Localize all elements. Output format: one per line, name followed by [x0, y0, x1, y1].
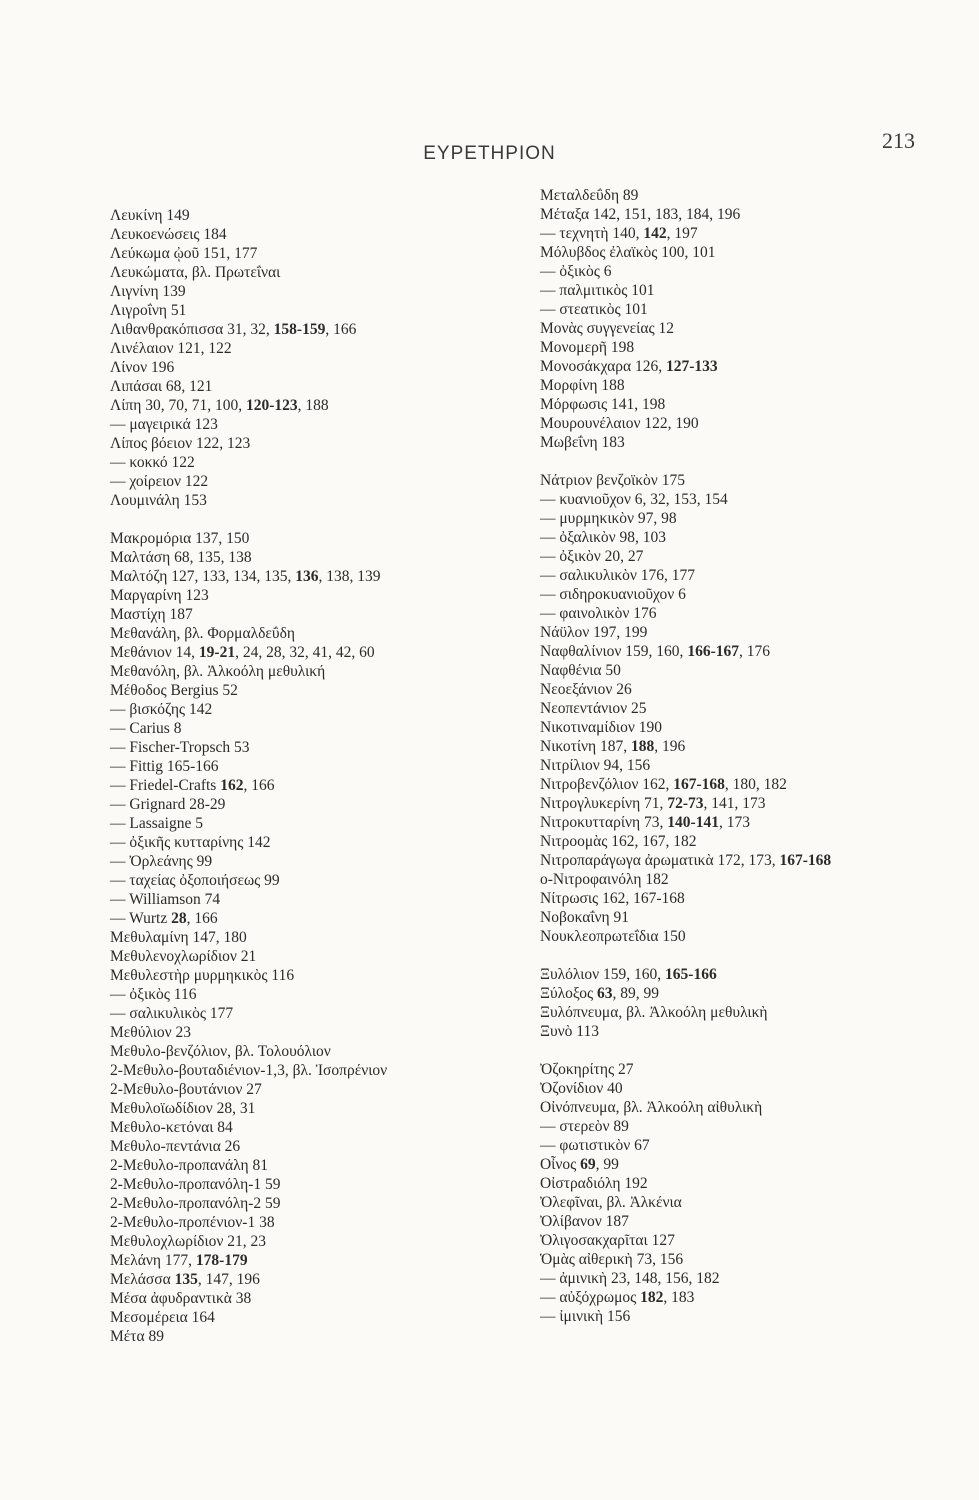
entry-text: — φωτιστικὸν 67 — [540, 1137, 650, 1154]
entry-text: — ὀξικῆς κυτταρίνης 142 — [110, 834, 271, 851]
entry-text: — ταχείας ὀξοποιήσεως 99 — [110, 872, 280, 889]
entry-text: Νιτρογλυκερίνη 71, — [540, 795, 668, 812]
entry-text: Μεθυλοχλωρίδιον 21, 23 — [110, 1233, 267, 1250]
entry-main-page: 127-133 — [665, 358, 718, 375]
entry-text: Νουκλεοπρωτεΐδια 150 — [540, 928, 686, 945]
entry-text-after: , 173 — [718, 814, 750, 831]
entry-main-page: 182 — [640, 1289, 664, 1306]
index-entry — [540, 1174, 960, 1193]
index-entry — [110, 415, 530, 434]
entry-text: Νοβοκαΐνη 91 — [540, 909, 630, 926]
index-column-right — [540, 186, 960, 1326]
entry-text: Νεοεξάνιον 26 — [540, 681, 632, 698]
index-entry — [110, 225, 530, 244]
entry-text: Μεθυλο-κετόναι 84 — [110, 1119, 233, 1136]
page-title: ΕΥΡΕΤΗΡΙΟΝ — [423, 143, 556, 164]
index-entry — [110, 586, 530, 605]
index-entry — [110, 700, 530, 719]
entry-text-after: , 166 — [325, 321, 357, 338]
index-entry — [540, 1193, 960, 1212]
index-entry — [540, 338, 960, 357]
entry-text-after: , 141, 173 — [703, 795, 766, 812]
index-entry — [110, 529, 530, 548]
index-entry — [540, 927, 960, 946]
index-entry — [540, 1060, 960, 1079]
entry-text-after: , 147, 196 — [197, 1271, 260, 1288]
entry-main-page: 140-141 — [667, 814, 719, 831]
index-entry — [110, 1194, 530, 1213]
index-entry — [540, 357, 960, 376]
section-gap — [540, 1041, 960, 1060]
index-entry — [110, 1156, 530, 1175]
index-entry — [540, 832, 960, 851]
entry-text: Λευκοενώσεις 184 — [110, 226, 227, 243]
entry-text: — βισκόζης 142 — [110, 701, 213, 718]
entry-main-page: 188 — [630, 738, 655, 755]
entry-text: — ὀξικὸς 116 — [110, 986, 197, 1003]
index-entry — [540, 186, 960, 205]
index-entry — [540, 1269, 960, 1288]
index-entry — [540, 1003, 960, 1022]
index-entry — [110, 358, 530, 377]
entry-text: Μόρφωσις 141, 198 — [540, 396, 666, 413]
entry-text: 2-Μεθυλο-προπένιον-1 38 — [110, 1214, 275, 1231]
entry-main-page: 72-73 — [667, 795, 704, 812]
index-entry — [540, 1212, 960, 1231]
entry-text: Νιτροπαράγωγα ἀρωματικὰ 172, 173, — [540, 852, 780, 869]
entry-text-after: , 138, 139 — [318, 568, 381, 585]
entry-text: — ἀμινικὴ 23, 148, 156, 182 — [540, 1270, 720, 1287]
entry-text-after: , 166 — [186, 910, 218, 927]
index-entry — [540, 205, 960, 224]
index-entry — [110, 1270, 530, 1289]
index-entry — [110, 738, 530, 757]
entry-text: Ὀζοκηρίτης 27 — [540, 1061, 634, 1078]
index-entry — [110, 1137, 530, 1156]
index-entry — [540, 547, 960, 566]
entry-text: Μαργαρίνη 123 — [110, 587, 209, 604]
entry-text: Ὀλιγοσακχαρῖται 127 — [540, 1232, 675, 1249]
index-entry — [110, 795, 530, 814]
entry-text: — στερεὸν 89 — [540, 1118, 629, 1135]
index-entry — [540, 965, 960, 984]
index-entry — [540, 794, 960, 813]
index-entry — [540, 490, 960, 509]
entry-text: — σιδηροκυανιοῦχον 6 — [540, 586, 686, 603]
entry-text: Μεθυλενοχλωρίδιον 21 — [110, 948, 257, 965]
entry-text: — κυανιοῦχον 6, 32, 153, 154 — [540, 491, 728, 508]
entry-text: Μαστίχη 187 — [110, 606, 193, 623]
index-entry — [110, 757, 530, 776]
index-entry — [110, 567, 530, 586]
index-entry — [110, 244, 530, 263]
entry-text: — αὐξόχρωμος — [540, 1289, 641, 1306]
index-entry — [110, 890, 530, 909]
index-entry — [540, 433, 960, 452]
index-entry — [110, 472, 530, 491]
entry-text: o-Νιτροφαινόλη 182 — [540, 871, 669, 888]
entry-text-after: , 188 — [297, 397, 329, 414]
index-entry — [110, 1251, 530, 1270]
entry-main-page: 69 — [580, 1156, 596, 1173]
entry-text: — ἰμινικὴ 156 — [540, 1308, 631, 1325]
index-entry — [540, 300, 960, 319]
index-entry — [110, 434, 530, 453]
entry-text: Νίτρωσις 162, 167-168 — [540, 890, 685, 907]
entry-main-page: 167-168 — [673, 776, 725, 793]
entry-text: Μεθανόλη, βλ. Ἀλκοόλη μεθυλική — [110, 663, 326, 680]
index-entry — [540, 281, 960, 300]
index-entry — [540, 737, 960, 756]
index-entry — [110, 1213, 530, 1232]
entry-text: Λίνον 196 — [110, 359, 175, 376]
entry-text: Νάϋλον 197, 199 — [540, 624, 648, 641]
index-entry — [540, 262, 960, 281]
index-entry — [540, 718, 960, 737]
entry-text: Λίπος βόειον 122, 123 — [110, 435, 251, 452]
index-entry — [540, 1231, 960, 1250]
entry-text: Ὀλίβανον 187 — [540, 1213, 629, 1230]
section-gap — [540, 946, 960, 965]
index-entry — [110, 1327, 530, 1346]
entry-text: Νιτροβενζόλιον 162, — [540, 776, 674, 793]
index-entry — [110, 548, 530, 567]
entry-text-after: , 24, 28, 32, 41, 42, 60 — [235, 644, 375, 661]
section-gap — [540, 452, 960, 471]
entry-text: Νιτροομὰς 162, 167, 182 — [540, 833, 697, 850]
entry-text: Μεθύλιον 23 — [110, 1024, 192, 1041]
index-entry — [110, 396, 530, 415]
entry-text: Νικοτίνη 187, — [540, 738, 631, 755]
index-entry — [110, 776, 530, 795]
index-entry — [110, 605, 530, 624]
entry-text: — Grignard 28-29 — [110, 796, 226, 813]
index-entry — [110, 1023, 530, 1042]
entry-text: — ὀξαλικὸν 98, 103 — [540, 529, 667, 546]
index-entry — [540, 870, 960, 889]
index-entry — [110, 852, 530, 871]
entry-text-after: , 166 — [243, 777, 275, 794]
entry-text: — ὀξικὸν 20, 27 — [540, 548, 644, 565]
entry-main-page: 136 — [295, 568, 319, 585]
entry-text: Μωβεΐνη 183 — [540, 434, 625, 451]
entry-text: Λουμινάλη 153 — [110, 492, 207, 509]
index-entry — [540, 908, 960, 927]
entry-text: Ναφθαλίνιον 159, 160, — [540, 643, 688, 660]
index-entry — [110, 1175, 530, 1194]
entry-text: 2-Μεθυλο-προπανόλη-1 59 — [110, 1176, 281, 1193]
entry-text: Λευκώματα, βλ. Πρωτεΐναι — [110, 264, 281, 281]
entry-text: Μεθυλεστὴρ μυρμηκικὸς 116 — [110, 967, 295, 984]
entry-main-page: 178-179 — [195, 1252, 248, 1269]
index-entry — [540, 376, 960, 395]
index-entry — [110, 643, 530, 662]
entry-text: — παλμιτικὸς 101 — [540, 282, 655, 299]
index-entry — [110, 624, 530, 643]
entry-text: Ναφθένια 50 — [540, 662, 621, 679]
index-entry — [540, 566, 960, 585]
index-entry — [540, 224, 960, 243]
index-entry — [110, 206, 530, 225]
entry-text: Μεθάνιον 14, — [110, 644, 199, 661]
index-entry — [110, 909, 530, 928]
index-column-left — [110, 206, 530, 1346]
entry-text: — μαγειρικά 123 — [110, 416, 218, 433]
entry-text: 2-Μεθυλο-προπανάλη 81 — [110, 1157, 268, 1174]
index-entry — [540, 319, 960, 338]
index-entry — [110, 833, 530, 852]
entry-text: Μόλυβδος ἐλαϊκὸς 100, 101 — [540, 244, 716, 261]
entry-text-after: , 99 — [595, 1156, 619, 1173]
entry-text: — στεατικὸς 101 — [540, 301, 648, 318]
entry-text-after: , 197 — [666, 225, 698, 242]
index-entry — [110, 1099, 530, 1118]
index-entry — [540, 1079, 960, 1098]
entry-text: Λιγνίνη 139 — [110, 283, 186, 300]
index-entry — [110, 263, 530, 282]
index-entry — [540, 1155, 960, 1174]
entry-text: Μουρουνέλαιον 122, 190 — [540, 415, 699, 432]
entry-text: Λιπάσαι 68, 121 — [110, 378, 213, 395]
entry-text: Ξυνὸ 113 — [540, 1023, 599, 1040]
index-entry — [110, 377, 530, 396]
entry-main-page: 142 — [643, 225, 667, 242]
index-entry — [110, 491, 530, 510]
entry-text: Μορφίνη 188 — [540, 377, 625, 394]
index-entry — [540, 851, 960, 870]
entry-text: Μεθυλο-βενζόλιον, βλ. Τολουόλιον — [110, 1043, 331, 1060]
index-entry — [110, 947, 530, 966]
index-entry — [540, 395, 960, 414]
index-entry — [110, 814, 530, 833]
entry-text: — κοκκό 122 — [110, 454, 195, 471]
entry-text: Μαλτάση 68, 135, 138 — [110, 549, 252, 566]
entry-text: Νεοπεντάνιον 25 — [540, 700, 647, 717]
entry-text: Μονὰς συγγενείας 12 — [540, 320, 674, 337]
index-entry — [110, 320, 530, 339]
entry-text: — Wurtz — [110, 910, 172, 927]
entry-text: Λινέλαιον 121, 122 — [110, 340, 232, 357]
index-entry — [540, 471, 960, 490]
entry-text-after: , 196 — [654, 738, 686, 755]
index-entry — [110, 662, 530, 681]
entry-text: Μελάσσα — [110, 1271, 175, 1288]
index-entry — [110, 928, 530, 947]
index-entry — [540, 585, 960, 604]
entry-main-page: 120-123 — [245, 397, 298, 414]
entry-text: Ὀζονίδιον 40 — [540, 1080, 623, 1097]
index-entry — [110, 339, 530, 358]
index-entry — [110, 282, 530, 301]
entry-text-after: , 183 — [663, 1289, 695, 1306]
entry-text: Μέθοδος Bergius 52 — [110, 682, 238, 699]
entry-text: Μεθυλο-πεντάνια 26 — [110, 1138, 241, 1155]
entry-main-page: 167-168 — [779, 852, 832, 869]
entry-text: — Ὀρλεάνης 99 — [110, 853, 213, 870]
entry-text: 2-Μεθυλο-βουτάνιον 27 — [110, 1081, 262, 1098]
entry-text: Μεθανάλη, βλ. Φορμαλδεΰδη — [110, 625, 296, 642]
entry-text: 2-Μεθυλο-βουταδιένιον-1,3, βλ. Ἰσοπρένιον — [110, 1062, 388, 1079]
index-entry — [540, 680, 960, 699]
entry-text: — μυρμηκικὸν 97, 98 — [540, 510, 677, 527]
entry-text: Λίπη 30, 70, 71, 100, — [110, 397, 246, 414]
entry-text: Νάτριον βενζοϊκὸν 175 — [540, 472, 685, 489]
entry-text: Οἰνόπνευμα, βλ. Ἀλκοόλη αἰθυλικὴ — [540, 1099, 763, 1116]
entry-main-page: 63 — [597, 985, 613, 1002]
index-entry — [110, 1118, 530, 1137]
entry-text: Οἶνος — [540, 1156, 581, 1173]
index-entry — [540, 414, 960, 433]
index-entry — [540, 1022, 960, 1041]
entry-text: — Williamson 74 — [110, 891, 221, 908]
entry-main-page: 162 — [220, 777, 244, 794]
index-entry — [110, 985, 530, 1004]
entry-text: Οἰστραδιόλη 192 — [540, 1175, 648, 1192]
entry-text: Λιγροΐνη 51 — [110, 302, 187, 319]
entry-text: — Friedel-Crafts — [110, 777, 221, 794]
entry-text: — φαινολικὸν 176 — [540, 605, 657, 622]
entry-text: Μέσα ἀφυδραντικὰ 38 — [110, 1290, 252, 1307]
entry-text-after: , 176 — [738, 643, 770, 660]
index-entry — [540, 604, 960, 623]
entry-text: Μέτα 89 — [110, 1328, 165, 1345]
index-entry — [540, 642, 960, 661]
entry-text: — Lassaigne 5 — [110, 815, 203, 832]
entry-text: Νιτροκυτταρίνη 73, — [540, 814, 668, 831]
entry-text: Λιθανθρακόπισσα 31, 32, — [110, 321, 274, 338]
entry-main-page: 166-167 — [687, 643, 739, 660]
entry-text: Μακρομόρια 137, 150 — [110, 530, 250, 547]
entry-main-page: 165-166 — [665, 966, 717, 983]
index-entry — [540, 889, 960, 908]
entry-text: Ξυλόπνευμα, βλ. Ἀλκοόλη μεθυλικὴ — [540, 1004, 768, 1021]
entry-text: — Carius 8 — [110, 720, 182, 737]
entry-text: Ξύλοξος — [540, 985, 598, 1002]
index-entry — [540, 1136, 960, 1155]
index-entry — [110, 1289, 530, 1308]
entry-text: Λευκίνη 149 — [110, 207, 190, 224]
entry-main-page: 19-21 — [198, 644, 236, 661]
index-entry — [110, 301, 530, 320]
index-entry — [540, 623, 960, 642]
index-entry — [110, 719, 530, 738]
entry-text: — ὀξικὸς 6 — [540, 263, 612, 280]
entry-text: Νιτρίλιον 94, 156 — [540, 757, 651, 774]
entry-text: — σαλικυλικὸς 177 — [110, 1005, 234, 1022]
entry-text: Μεθυλαμίνη 147, 180 — [110, 929, 247, 946]
index-entry — [110, 681, 530, 700]
entry-text: Μεθυλοϊωδίδιον 28, 31 — [110, 1100, 256, 1117]
entry-text: — χοίρειον 122 — [110, 473, 209, 490]
entry-main-page: 158-159 — [273, 321, 326, 338]
entry-text: Λεύκωμα ᾠοῦ 151, 177 — [110, 245, 258, 262]
entry-text: Μονομερῆ 198 — [540, 339, 635, 356]
index-entry — [540, 1288, 960, 1307]
index-entry — [540, 528, 960, 547]
index-entry — [540, 813, 960, 832]
entry-text: Μαλτόζη 127, 133, 134, 135, — [110, 568, 296, 585]
entry-text: — Fittig 165-166 — [110, 758, 219, 775]
index-entry — [540, 243, 960, 262]
entry-text: Νικοτιναμίδιον 190 — [540, 719, 662, 736]
index-entry — [110, 1004, 530, 1023]
index-entry — [540, 699, 960, 718]
page-number: 213 — [882, 128, 915, 153]
index-entry — [110, 1232, 530, 1251]
entry-text: Ὁμὰς αἰθερικὴ 73, 156 — [540, 1251, 684, 1268]
index-entry — [540, 1250, 960, 1269]
entry-main-page: 135 — [174, 1271, 198, 1288]
index-entry — [110, 1061, 530, 1080]
index-entry — [540, 1307, 960, 1326]
entry-text: Ξυλόλιον 159, 160, — [540, 966, 666, 983]
index-entry — [540, 756, 960, 775]
entry-text-after: , 180, 182 — [724, 776, 787, 793]
index-entry — [540, 984, 960, 1003]
index-entry — [110, 453, 530, 472]
entry-text: — σαλικυλικὸν 176, 177 — [540, 567, 696, 584]
index-entry — [540, 509, 960, 528]
index-entry — [540, 661, 960, 680]
entry-text: Μέταξα 142, 151, 183, 184, 196 — [540, 206, 741, 223]
entry-text-after: , 89, 99 — [612, 985, 660, 1002]
entry-text: Μονοσάκχαρα 126, — [540, 358, 666, 375]
index-entry — [540, 775, 960, 794]
entry-text: — τεχνητὴ 140, — [540, 225, 644, 242]
index-entry — [110, 966, 530, 985]
section-gap — [110, 510, 530, 529]
entry-text: 2-Μεθυλο-προπανόλη-2 59 — [110, 1195, 281, 1212]
entry-text: — Fischer-Tropsch 53 — [110, 739, 250, 756]
index-entry — [110, 1308, 530, 1327]
index-entry — [110, 1080, 530, 1099]
index-entry — [540, 1098, 960, 1117]
entry-text: Μεταλδεΰδη 89 — [540, 187, 639, 204]
entry-main-page: 28 — [171, 910, 187, 927]
index-entry — [110, 1042, 530, 1061]
entry-text: Ὀλεφῖναι, βλ. Ἀλκένια — [540, 1194, 682, 1211]
entry-text: Μελάνη 177, — [110, 1252, 196, 1269]
index-entry — [110, 871, 530, 890]
entry-text: Μεσομέρεια 164 — [110, 1309, 215, 1326]
index-entry — [540, 1117, 960, 1136]
